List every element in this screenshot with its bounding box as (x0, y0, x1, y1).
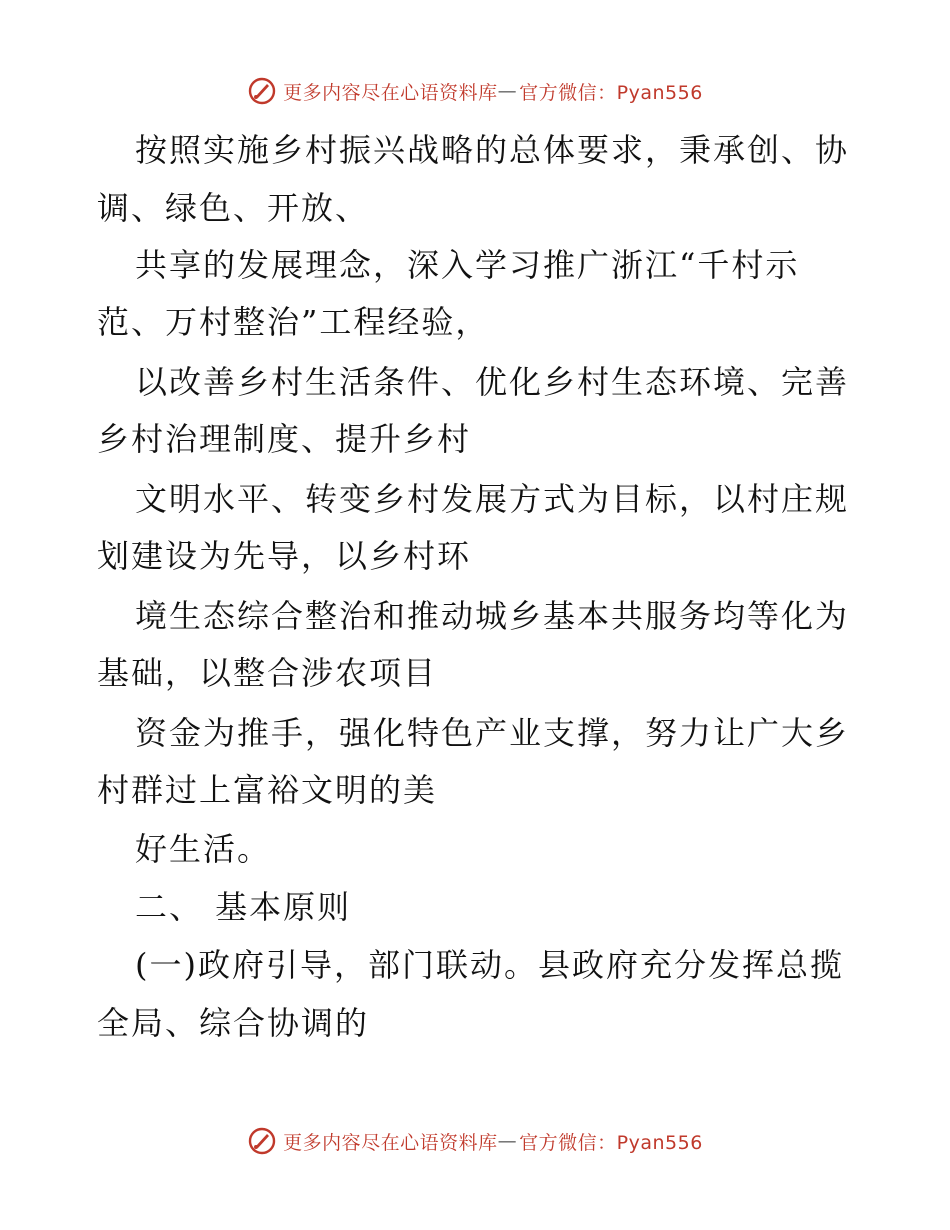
text-line: 资金为推手，强化特色产业支撑，努力让广大乡 (135, 714, 850, 752)
text-line: 全局、综合协调的 (97, 1004, 370, 1042)
text-line: 调、绿色、开放、 (97, 189, 370, 227)
brand-logo-icon (247, 1126, 277, 1156)
text-line: 划建设为先导，以乡村环 (97, 537, 472, 575)
watermark-separator: — (497, 80, 518, 102)
watermark-main-text: 更多内容尽在心语资料库 (283, 1131, 498, 1154)
text-line: 乡村治理制度、提升乡村 (97, 420, 472, 458)
text-line: 文明水平、转变乡村发展方式为目标，以村庄规 (135, 480, 850, 518)
text-line: 村群过上富裕文明的美 (97, 771, 438, 809)
text-line: 按照实施乡村振兴战略的总体要求，秉承创、协 (135, 131, 850, 169)
header-watermark (0, 76, 950, 106)
text-line: 基础，以整合涉农项目 (97, 654, 438, 692)
text-line: (一)政府引导，部门联动。县政府充分发挥总揽 (135, 946, 844, 984)
text-line: 境生态综合整治和推动城乡基本共服务均等化为 (135, 597, 850, 635)
watermark-main-text: 更多内容尽在心语资料库 (283, 81, 498, 104)
text-line: 范、万村整治”工程经验， (97, 303, 490, 341)
text-line: 共享的发展理念，深入学习推广浙江“千村示 (135, 246, 800, 284)
text-line: 以改善乡村生活条件、优化乡村生态环境、完善 (135, 363, 850, 401)
watermark-sub-text: 官方微信：Pyan556 (519, 1131, 703, 1154)
section-heading: 二、 基本原则 (135, 888, 352, 926)
watermark-separator: — (497, 1130, 518, 1152)
text-line: 好生活。 (135, 830, 272, 868)
brand-logo-icon (247, 76, 277, 106)
footer-watermark (0, 1126, 950, 1156)
watermark-sub-text: 官方微信：Pyan556 (519, 81, 703, 104)
